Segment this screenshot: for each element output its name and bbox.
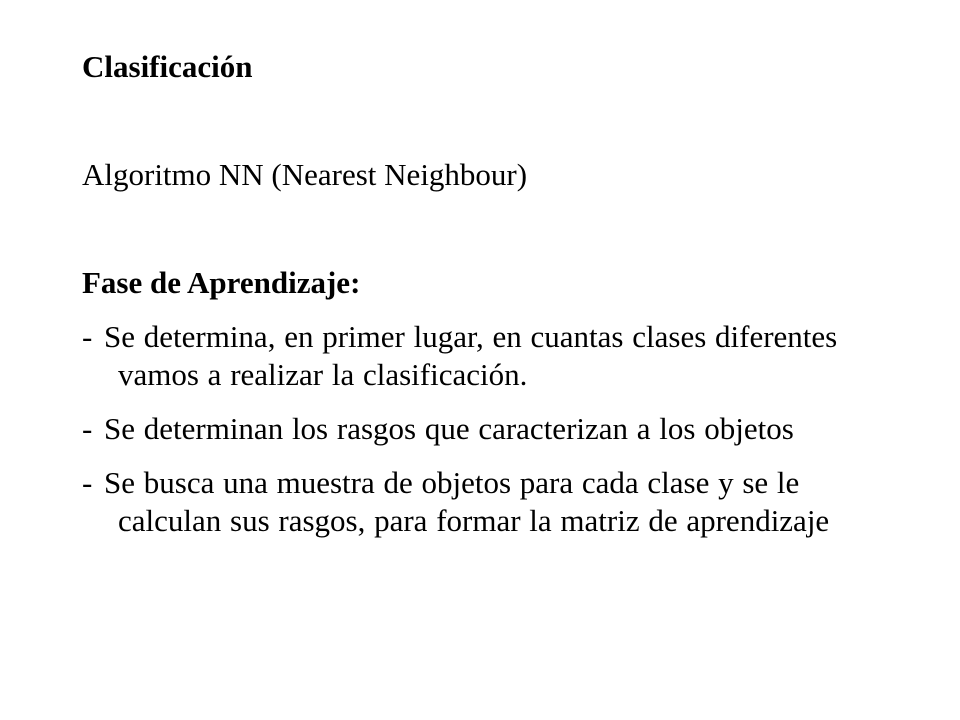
bullet-marker: -: [82, 319, 93, 354]
bullet-text: Se determina, en primer lugar, en cuantas clases diferentes vamos a realizar la clasificación.: [104, 319, 838, 392]
bullet-text: Se determinan los rasgos que caracterizan a los objetos: [104, 411, 794, 446]
bullet-item-2: [82, 410, 882, 448]
bullet-item-1: [82, 318, 882, 394]
bullet-text: Se busca una muestra de objetos para cada clase y se le calculan sus rasgos, para formar la matriz de aprendizaje: [104, 465, 830, 538]
bullet-item-3: [82, 464, 882, 540]
bullet-marker: -: [82, 465, 93, 500]
learning-phase-section: [82, 264, 882, 556]
bullet-marker: -: [82, 411, 93, 446]
slide-subtitle: Algoritmo NN (Nearest Neighbour): [82, 157, 528, 192]
bullet-list: [82, 318, 882, 540]
slide-title: Clasificación: [82, 49, 253, 84]
section-heading: Fase de Aprendizaje:: [82, 265, 361, 300]
